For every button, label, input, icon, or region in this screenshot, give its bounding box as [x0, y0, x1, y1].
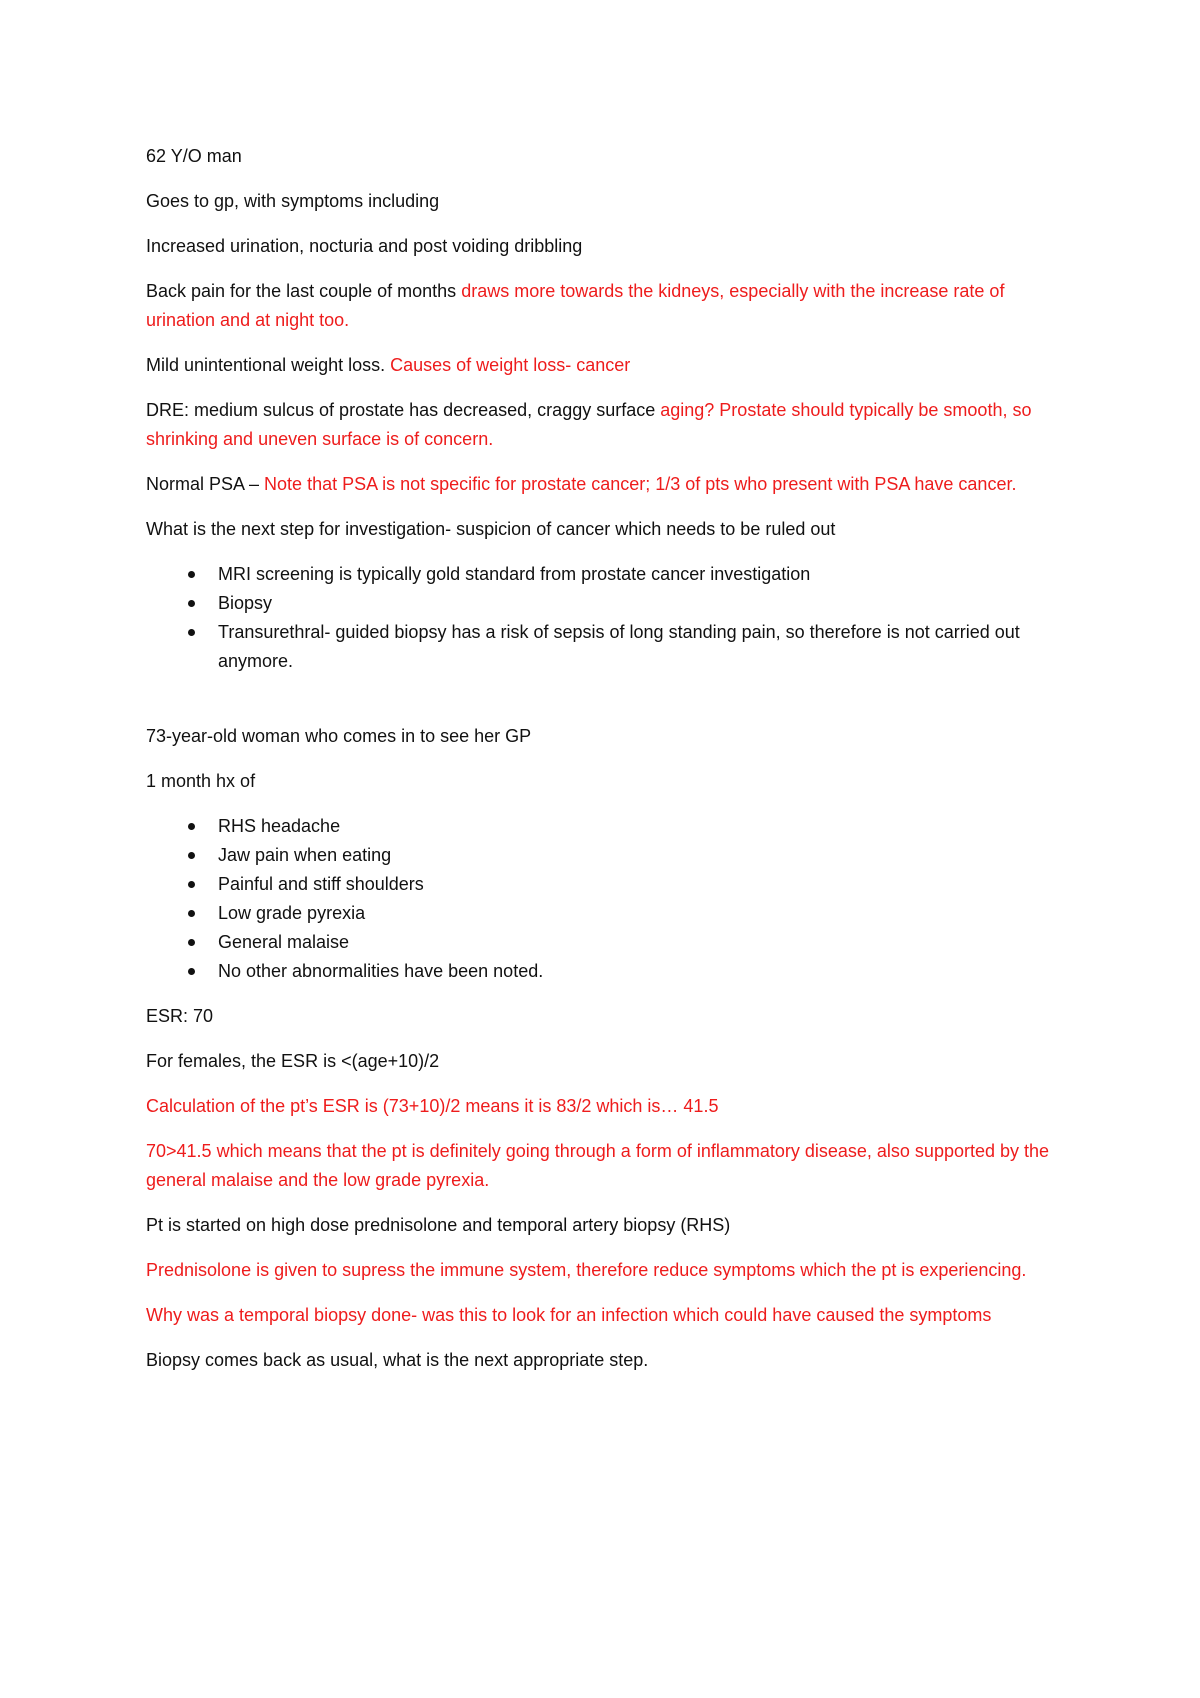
case2-history: 1 month hx of: [146, 771, 256, 791]
dre-text: DRE: medium sulcus of prostate has decreased, craggy surface: [146, 400, 661, 420]
bullet-icon: [188, 600, 195, 607]
bullet-icon: [188, 571, 195, 578]
list-item-text: Low grade pyrexia: [218, 903, 366, 923]
list-item: [146, 870, 1068, 899]
list-item: [146, 928, 1068, 957]
list-item-text: Biopsy: [218, 593, 273, 613]
case2-symptom-list: [146, 812, 1068, 986]
bullet-icon: [188, 852, 195, 859]
list-item-text: RHS headache: [218, 816, 341, 836]
list-item: [146, 560, 1068, 589]
list-item-text: Painful and stiff shoulders: [218, 874, 424, 894]
section-spacer: [146, 692, 1068, 722]
psa-text: Normal PSA –: [146, 474, 265, 494]
case2-treatment: Pt is started on high dose prednisolone and temporal artery biopsy (RHS): [146, 1215, 731, 1235]
back-pain-note: draws more towards the kidneys, especially with the increase rate of urination and at night too.: [146, 281, 1005, 330]
case1-next-step: What is the next step for investigation- suspicion of cancer which needs to be ruled out: [146, 519, 836, 539]
list-item: [146, 957, 1068, 986]
list-item: [146, 812, 1068, 841]
case1-line1: Goes to gp, with symptoms including: [146, 191, 440, 211]
list-item-text: Transurethral- guided biopsy has a risk of sepsis of long standing pain, so therefore is not carried out anymore.: [218, 622, 1020, 671]
case1-back-pain: [146, 277, 1068, 335]
bullet-icon: [188, 823, 195, 830]
list-item-text: General malaise: [218, 932, 350, 952]
case1-psa: [146, 470, 1068, 499]
bullet-icon: [188, 910, 195, 917]
dre-note: aging? Prostate should typically be smooth, so shrinking and uneven surface is of concern.: [146, 400, 1032, 449]
case2-final: Biopsy comes back as usual, what is the next appropriate step.: [146, 1350, 649, 1370]
case2-calc-note: Calculation of the pt’s ESR is (73+10)/2 means it is 83/2 which is… 41.5: [146, 1096, 719, 1116]
list-item-text: Jaw pain when eating: [218, 845, 392, 865]
bullet-icon: [188, 629, 195, 636]
psa-note: Note that PSA is not specific for prostate cancer; 1/3 of pts who present with PSA have cancer.: [264, 474, 1017, 494]
bullet-icon: [188, 939, 195, 946]
weight-loss-note: Causes of weight loss- cancer: [390, 355, 631, 375]
case2-formula: For females, the ESR is <(age+10)/2: [146, 1051, 440, 1071]
document-body: [146, 142, 1068, 1391]
list-item: [146, 899, 1068, 928]
list-item: [146, 589, 1068, 618]
back-pain-text: Back pain for the last couple of months: [146, 281, 462, 301]
case2-esr: ESR: 70: [146, 1006, 214, 1026]
bullet-icon: [188, 881, 195, 888]
list-item-text: MRI screening is typically gold standard from prostate cancer investigation: [218, 564, 811, 584]
list-item-text: No other abnormalities have been noted.: [218, 961, 544, 981]
list-item: [146, 841, 1068, 870]
case1-investigation-list: [146, 560, 1068, 676]
case1-dre: [146, 396, 1068, 454]
list-item: [146, 618, 1068, 676]
case1-title: 62 Y/O man: [146, 146, 242, 166]
case2-title: 73-year-old woman who comes in to see her GP: [146, 726, 532, 746]
case1-line2: Increased urination, nocturia and post voiding dribbling: [146, 236, 583, 256]
case1-weight-loss: [146, 351, 1068, 380]
case2-pred-note: Prednisolone is given to supress the immune system, therefore reduce symptoms which the pt is experiencing.: [146, 1260, 1027, 1280]
bullet-icon: [188, 968, 195, 975]
weight-loss-text: Mild unintentional weight loss.: [146, 355, 391, 375]
case2-biopsy-note: Why was a temporal biopsy done- was this to look for an infection which could have caused the symptoms: [146, 1305, 992, 1325]
case2-compare-note: 70>41.5 which means that the pt is definitely going through a form of inflammatory disease, also supported by the general malaise and the low grade pyrexia.: [146, 1141, 1050, 1190]
